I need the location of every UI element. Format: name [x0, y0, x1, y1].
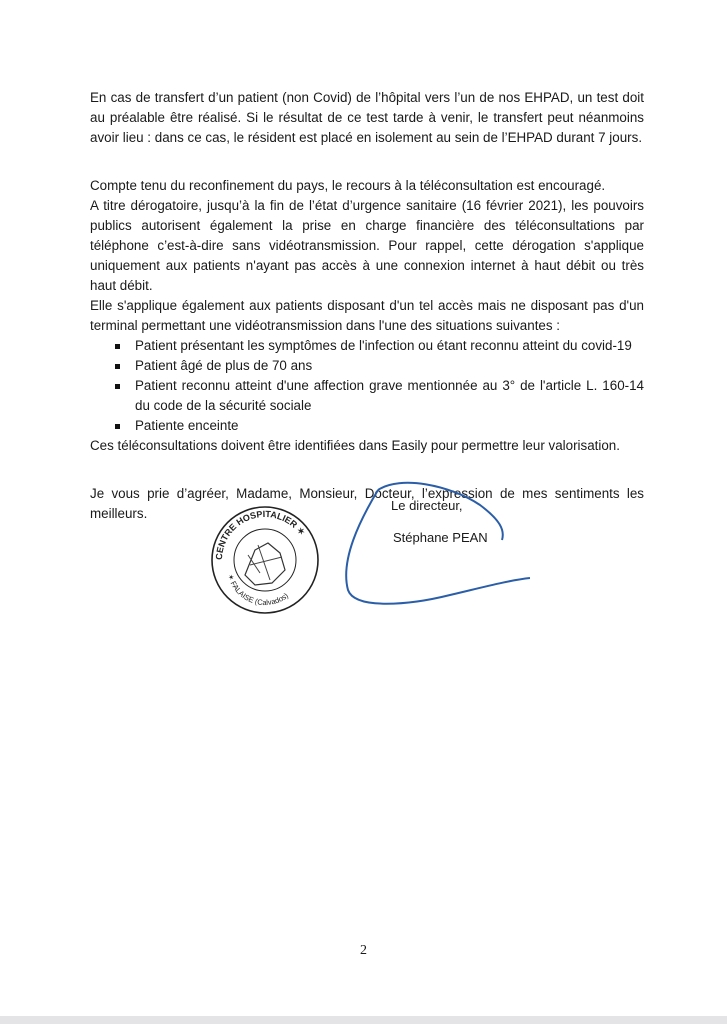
paragraph-text: Ces téléconsultations doivent être identifiées dans Easily pour permettre leur valorisation. — [90, 438, 620, 453]
list-item-text: Patient reconnu atteint d'une affection grave mentionnée au 3° de l'article L. 160-14 du code de la sécurité sociale — [135, 378, 644, 413]
list-item — [90, 336, 644, 356]
page-edge — [0, 1016, 727, 1024]
paragraph-transfer — [90, 88, 644, 148]
list-item-text: Patiente enceinte — [135, 418, 239, 433]
paragraph-text: En cas de transfert d’un patient (non Covid) de l’hôpital vers l’un de nos EHPAD, un test doit au préalable être réalisé. Si le résultat de ce test tarde à venir, le transfert peut néanmoins avoir lieu : dans ce cas, le résident est placé en isolement au sein de l’EHPAD durant 7 jours. — [90, 90, 644, 145]
salutation-text: Je vous prie d’agréer, Madame, Monsieur, Docteur, l’expression de mes sentiments les meilleurs. — [90, 486, 644, 521]
list-item-text: Patient âgé de plus de 70 ans — [135, 358, 313, 373]
signatory-role: Le directeur, — [391, 498, 463, 513]
list-item-text: Patient présentant les symptômes de l'infection ou étant reconnu atteint du covid-19 — [135, 338, 632, 353]
paragraph-text: Compte tenu du reconfinement du pays, le recours à la téléconsultation est encouragé. — [90, 178, 606, 193]
hospital-stamp — [210, 505, 320, 615]
list-item — [90, 416, 644, 436]
bullet-square-icon — [115, 344, 120, 349]
svg-text:✶ FALAISE (Calvados): ✶ FALAISE (Calvados) — [225, 572, 290, 608]
list-item — [90, 376, 644, 416]
paragraph-text: A titre dérogatoire, jusqu’à la fin de l’état d’urgence sanitaire (16 février 2021), les pouvoirs publics autorisent également la prise en charge financière des téléconsultations par téléphone c’est-à-dire sans vidéotransmission. Pour rappel, cette dérogation s'applique uniquement aux patients n'ayant pas accès à une connexion internet à haut débit ou très haut débit. — [90, 198, 644, 293]
bullet-square-icon — [115, 364, 120, 369]
signatory-name: Stéphane PEAN — [393, 530, 488, 545]
page-number: 2 — [360, 943, 367, 958]
list-item — [90, 356, 644, 376]
paragraph-text: Elle s'applique également aux patients disposant d'un tel accès mais ne disposant pas d'un terminal permettant une vidéotransmission dans l'une des situations suivantes : — [90, 298, 644, 333]
letter-body — [90, 88, 644, 524]
bullet-square-icon — [115, 384, 120, 389]
situations-list — [90, 336, 644, 436]
paragraph-teleconsultation — [90, 176, 644, 456]
bullet-square-icon — [115, 424, 120, 429]
svg-text:CENTRE HOSPITALIER ✶: CENTRE HOSPITALIER ✶ — [213, 508, 308, 561]
